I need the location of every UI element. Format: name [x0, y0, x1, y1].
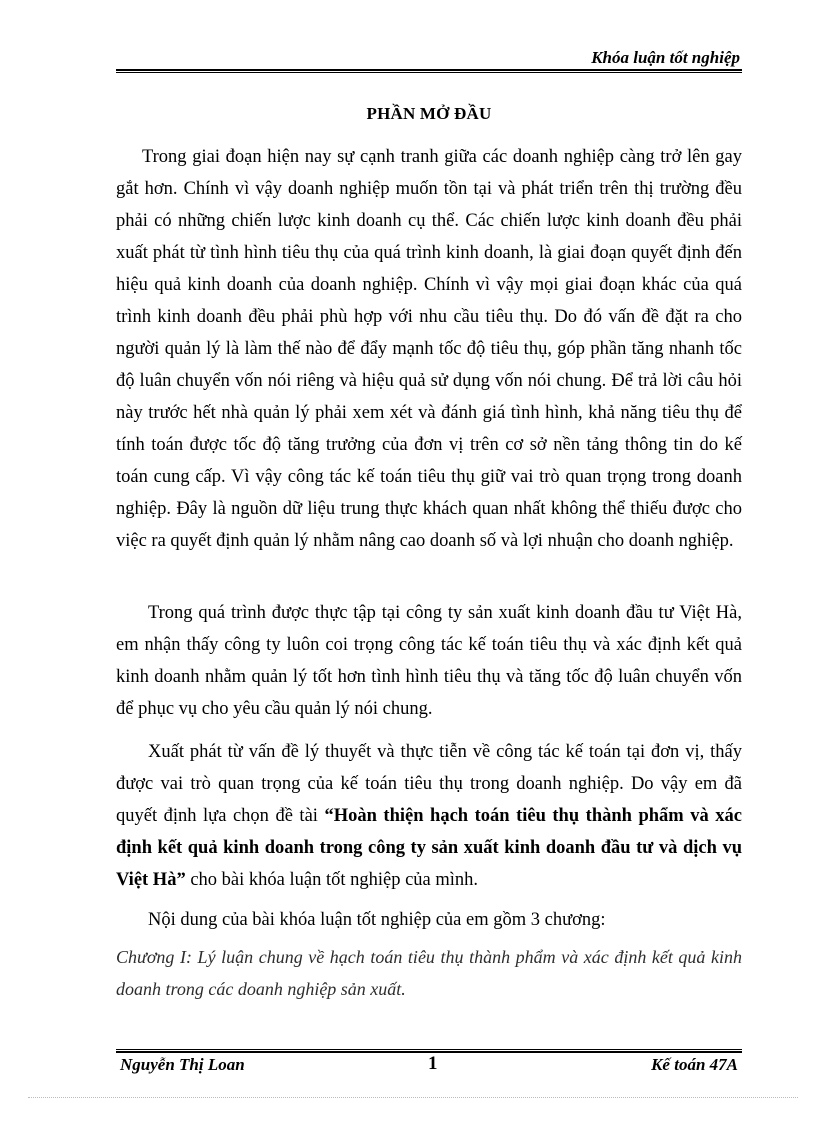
footer-class: Kế toán 47A — [651, 1055, 738, 1074]
footer — [116, 1053, 742, 1081]
header-rule — [116, 69, 742, 73]
header-title: Khóa luận tốt nghiệp — [591, 48, 740, 67]
page-number: 1 — [428, 1053, 438, 1074]
chapter-one-title: Chương I: Lý luận chung về hạch toán tiêu thụ thành phẩm và xác định kết quả kinh doanh trong các doanh nghiệp sản xuất. — [116, 947, 742, 999]
footer-author: Nguyễn Thị Loan — [120, 1055, 245, 1074]
thesis-topic-title: “Hoàn thiện hạch toán tiêu thụ thành phẩm và xác định kết quả kinh doanh trong công ty sản xuất kinh doanh đầu tư và dịch vụ Việt Hà” — [116, 806, 742, 890]
paragraph-topic-start: Xuất phát từ vấn đề lý thuyết và thực tiễn về công tác kế toán tại đơn vị, thấy được vai trò quan trọng của kế toán tiêu thụ trong doanh nghiệp. Do vậy em đã quyết định lựa chọn đề tài — [116, 742, 742, 826]
paragraph-intro: Trong giai đoạn hiện nay sự cạnh tranh giữa các doanh nghiệp càng trở lên gay gắt hơn. Chính vì vậy doanh nghiệp muốn tồn tại và phát triển trên thị trường đều phải có những chiến lược kinh doanh cụ thể. Các chiến lược kinh doanh đều phải xuất phát từ tình hình tiêu thụ của quá trình kinh doanh, là giai đoạn quyết định đến hiệu quả kinh doanh của doanh nghiệp. Chính vì vậy mọi giai đoạn khác của quá trình kinh doanh đều phải phù hợp với nhu cầu tiêu thụ. Do đó vấn đề đặt ra cho người quản lý là làm thế nào để đẩy mạnh tốc độ tiêu thụ, góp phần tăng nhanh tốc độ luân chuyển vốn nói riêng và hiệu quả sử dụng vốn nói chung. Để trả lời câu hỏi này trước hết nhà quản lý phải xem xét và đánh giá tình hình, khả năng tiêu thụ để tính toán được tốc độ tăng trưởng của đơn vị trên cơ sở nền tảng thông tin do kế toán cung cấp. Vì vậy công tác kế toán tiêu thụ giữ vai trò quan trọng trong doanh nghiệp. Đây là nguồn dữ liệu trung thực khách quan nhất không thể thiếu được cho việc ra quyết định quản lý nhằm nâng cao doanh số và lợi nhuận cho doanh nghiệp. — [116, 147, 742, 551]
section-title: PHẦN MỞ ĐẦU — [366, 104, 492, 123]
paragraph-chapters-intro: Nội dung của bài khóa luận tốt nghiệp của em gồm 3 chương: — [148, 910, 606, 930]
page-edge-divider — [28, 1097, 798, 1098]
paragraph-internship: Trong quá trình được thực tập tại công ty sản xuất kinh doanh đầu tư Việt Hà, em nhận thấy công ty luôn coi trọng công tác kế toán tiêu thụ và xác định kết quả kinh doanh nhằm quản lý tốt hơn tình hình tiêu thụ và tăng tốc độ luân chuyển vốn để phục vụ cho yêu cầu quản lý nói chung. — [116, 603, 742, 719]
paragraph-topic — [116, 736, 742, 896]
paragraph-topic-end: cho bài khóa luận tốt nghiệp của mình. — [185, 870, 479, 890]
